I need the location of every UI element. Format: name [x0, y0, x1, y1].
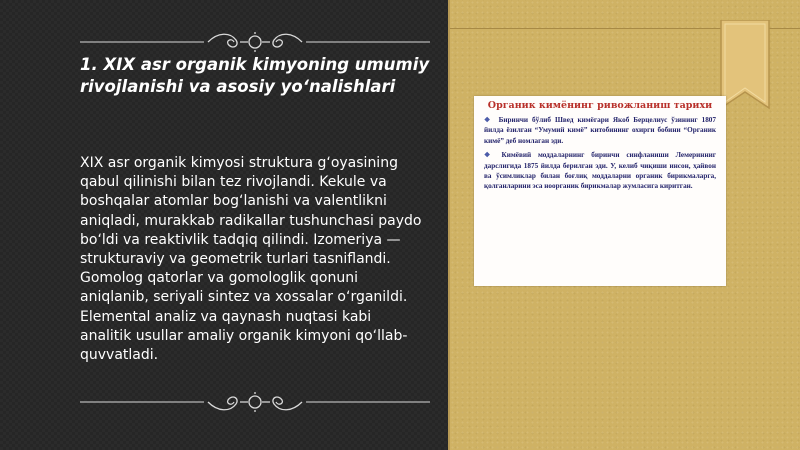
document-paragraph: [484, 115, 716, 146]
bookmark-ribbon-icon: [719, 20, 771, 118]
ornament-flourish-icon: [80, 30, 430, 54]
document-image: [474, 96, 726, 286]
document-title: Органик кимёнинг ривожланиш тарихи: [487, 100, 713, 111]
document-paragraph-text: Кимёвий моддаларнинг биринчи синфланиши Лемеринниг дарслигида 1875 йилда берилган эди. У, келиб чиқиши инсон, ҳайвон ва ўсимликлар билан боғлиқ моддаларни органик бирикмаларга, қолганларини эса ноорганик бирикмалар жумласига киритган.: [484, 151, 716, 191]
bullet-icon: ❖: [484, 116, 493, 124]
slide-body-text: XIX asr organik kimyosi struktura g‘oyasining qabul qilinishi bilan tez rivojlandi. Kekule va boshqalar atomlar bog‘lanishi va valentlikni aniqladi, murakkab radikallar tushunchasi paydo bo‘ldi va reaktivlik tadqiq qilindi. Izomeriya — strukturaviy va geometrik turlari tasniflandi. Gomolog qatorlar va gomologlik qonuni aniqlanib, seriyali sintez va xossalar o‘rganildi. Elemental analiz va qaynash nuqtasi kabi analitik usullar amaliy organik kimyoni qo‘llab-quvvatladi.: [80, 155, 422, 364]
document-paragraph: [484, 150, 716, 192]
bullet-icon: ❖: [484, 151, 496, 160]
ornament-flourish-icon: [80, 390, 430, 414]
slide-title: 1. XIX asr organik kimyoning umumiy rivojlanishi va asosiy yo‘nalishlari: [80, 55, 430, 96]
document-paragraph-text: Биринчи бўлиб Швед кимёгари Якоб Берцелиус ўзининг 1807 йилда ёзилган “Умумий кимё” китобининг охирги бобини “Органик кимё” деб номлаган эди.: [484, 116, 716, 145]
